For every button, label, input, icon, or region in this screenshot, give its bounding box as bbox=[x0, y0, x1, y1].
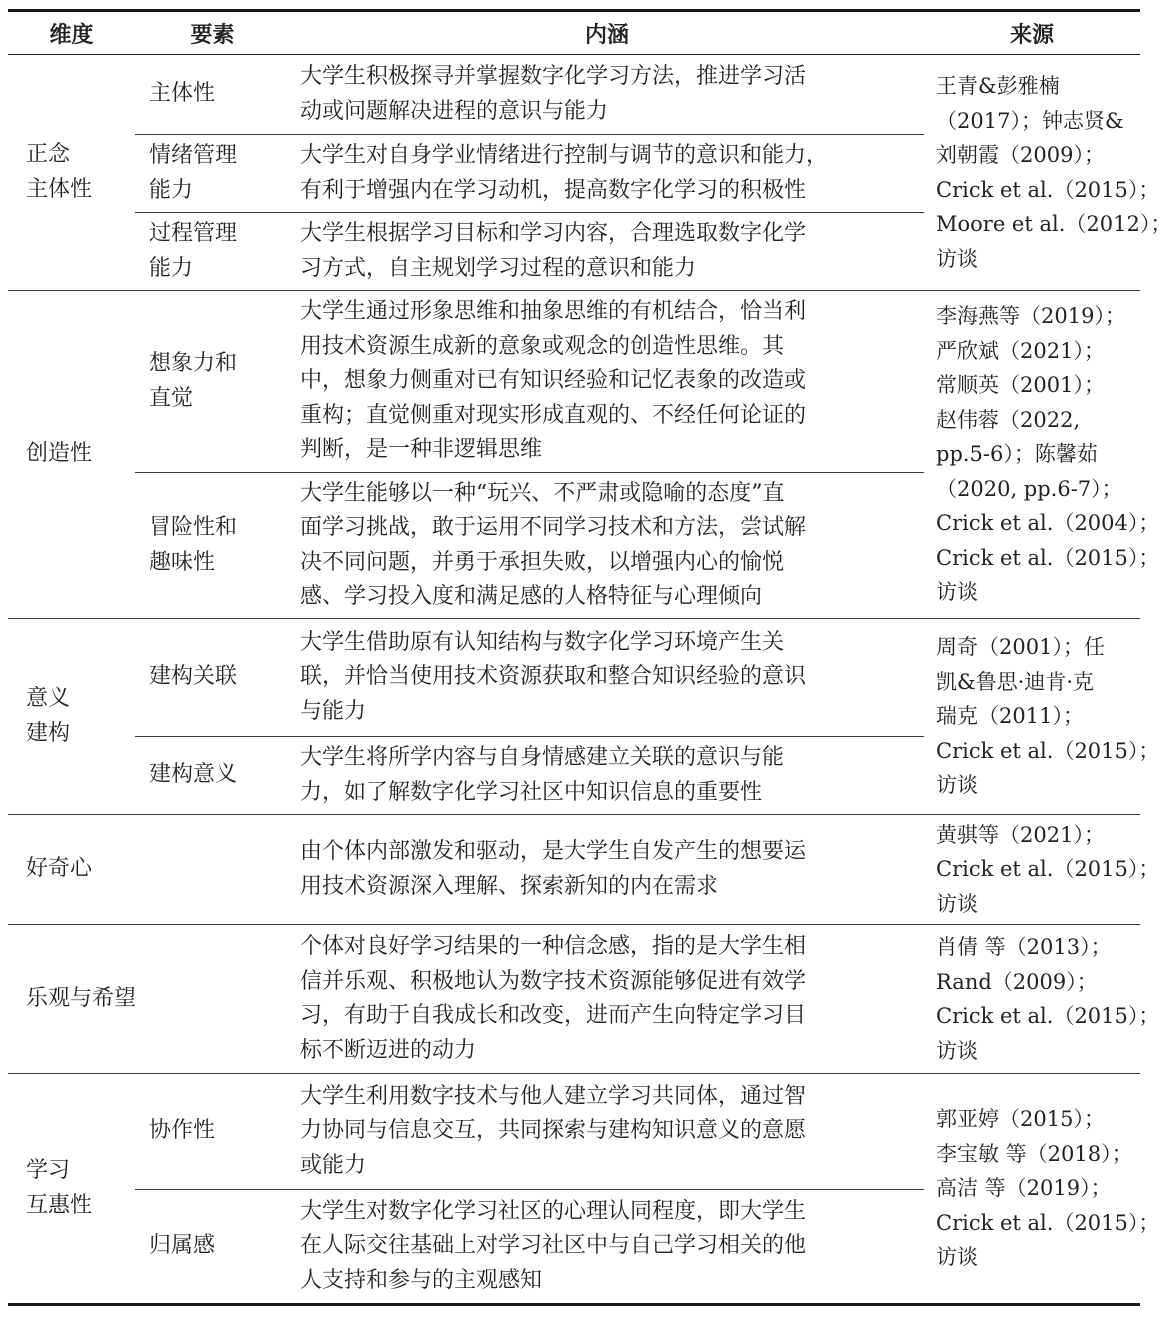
text-line: 直觉 bbox=[149, 385, 194, 411]
text-line: 习，有助于自我成长和改变，进而产生向特定学习目 bbox=[300, 1003, 807, 1028]
connotation-cell bbox=[290, 815, 924, 925]
text-line: Crick et al.（2015）； bbox=[936, 1210, 1160, 1235]
text-line: 情绪管理 bbox=[149, 143, 238, 168]
element-cell bbox=[135, 213, 290, 291]
text-line: Rand（2009）； bbox=[936, 969, 1098, 994]
element-cell bbox=[135, 55, 290, 135]
text-line: 主体性 bbox=[149, 81, 216, 107]
text-line: 信并乐观、积极地认为数字技术资源能够促进有效学 bbox=[300, 968, 807, 994]
text-line: Crick et al.（2015）； bbox=[936, 857, 1160, 882]
header-source: 来源 bbox=[924, 11, 1140, 55]
text-line: 访谈 bbox=[936, 1038, 978, 1063]
text-line: 标不断迈进的动力 bbox=[300, 1037, 477, 1063]
text-line: 力协同与信息交互，共同探索与建构知识意义的意愿 bbox=[300, 1118, 807, 1144]
connotation-cell bbox=[290, 135, 924, 213]
text-line: 习方式，自主规划学习过程的意识和能力 bbox=[300, 255, 697, 281]
text-line: 与能力 bbox=[300, 698, 367, 724]
text-line: 在人际交往基础上对学习社区中与自己学习相关的他 bbox=[300, 1233, 807, 1259]
table-row bbox=[8, 619, 1140, 737]
element-cell bbox=[135, 1074, 290, 1190]
text-line: 好奇心 bbox=[26, 856, 93, 882]
text-line: 乐观与希望 bbox=[26, 985, 137, 1011]
dimension-cell bbox=[8, 55, 135, 291]
text-line: 过程管理 bbox=[149, 221, 238, 246]
header-connotation: 内涵 bbox=[290, 11, 924, 55]
text-line: 赵伟蓉（2022, bbox=[936, 407, 1081, 432]
text-line: 或能力 bbox=[300, 1152, 367, 1178]
text-line: 协作性 bbox=[149, 1118, 216, 1144]
table-row bbox=[8, 925, 1140, 1074]
dimension-cell bbox=[8, 1074, 135, 1305]
text-line: 学习 bbox=[26, 1158, 71, 1183]
framework-table bbox=[8, 9, 1171, 1306]
text-line: 黄骐等（2021）； bbox=[936, 822, 1105, 847]
dimension-cell bbox=[8, 619, 135, 815]
text-line: 面学习挑战，敢于运用不同学习技术和方法，尝试解 bbox=[300, 515, 807, 540]
source-cell bbox=[924, 815, 1160, 925]
text-line: 创造性 bbox=[26, 441, 93, 467]
text-line: 能力 bbox=[149, 255, 194, 281]
source-cell bbox=[924, 55, 1171, 291]
connotation-cell bbox=[290, 925, 924, 1074]
text-line: （2017）；钟志贤& bbox=[936, 108, 1124, 133]
text-line: 建构意义 bbox=[149, 762, 238, 788]
connotation-cell bbox=[290, 291, 924, 473]
header-dimension: 维度 bbox=[8, 11, 135, 55]
text-line: 访谈 bbox=[936, 773, 978, 798]
text-line: 凯&鲁思·迪肯·克 bbox=[936, 669, 1095, 694]
connotation-cell bbox=[290, 55, 924, 135]
text-line: 瑞克（2011）； bbox=[936, 704, 1084, 729]
connotation-cell bbox=[290, 619, 924, 737]
text-line: 李宝敏 等（2018）； bbox=[936, 1141, 1133, 1166]
text-line: 周奇（2001）；任 bbox=[936, 635, 1105, 660]
element-cell bbox=[135, 737, 290, 815]
dimension-cell bbox=[8, 925, 290, 1074]
text-line: 联，并恰当使用技术资源获取和整合知识经验的意识 bbox=[300, 664, 807, 690]
text-line: 大学生借助原有认知结构与数字化学习环境产生关 bbox=[300, 629, 785, 655]
text-line: 正念 bbox=[26, 142, 71, 167]
text-line: 访谈 bbox=[936, 891, 978, 916]
text-line: 趣味性 bbox=[149, 549, 216, 575]
text-line: 大学生对数字化学习社区的心理认同程度，即大学生 bbox=[300, 1198, 807, 1224]
text-line: 李海燕等（2019）； bbox=[936, 304, 1126, 329]
text-line: 互惠性 bbox=[26, 1192, 93, 1218]
text-line: （2020, pp.6-7）； bbox=[936, 476, 1123, 501]
table-row bbox=[8, 291, 1140, 473]
text-line: 大学生能够以一种“玩兴、不严肃或隐喻的态度”直 bbox=[300, 480, 785, 506]
text-line: 访谈 bbox=[936, 246, 978, 271]
text-line: Crick et al.（2015）； bbox=[936, 738, 1160, 763]
text-line: 郭亚婷（2015）； bbox=[936, 1107, 1105, 1132]
text-line: 大学生对自身学业情绪进行控制与调节的意识和能力， bbox=[300, 143, 829, 168]
table-row bbox=[8, 815, 1140, 925]
text-line: 用技术资源深入理解、探索新知的内在需求 bbox=[300, 873, 719, 899]
text-line: 访谈 bbox=[936, 580, 978, 605]
text-line: 归属感 bbox=[149, 1233, 216, 1259]
text-line: 力，如了解数字化学习社区中知识信息的重要性 bbox=[300, 779, 763, 805]
text-line: 大学生积极探寻并掌握数字化学习方法，推进学习活 bbox=[300, 64, 807, 89]
source-cell bbox=[924, 1074, 1160, 1305]
text-line: 人支持和参与的主观感知 bbox=[300, 1267, 543, 1293]
text-line: 大学生根据学习目标和学习内容，合理选取数字化学 bbox=[300, 221, 807, 246]
text-line: 决不同问题，并勇于承担失败，以增强内心的愉悦 bbox=[300, 549, 785, 575]
text-line: 肖倩 等（2013）； bbox=[936, 935, 1112, 959]
text-line: 高洁 等（2019）； bbox=[936, 1176, 1112, 1201]
text-line: 刘朝霞（2009）； bbox=[936, 143, 1105, 167]
source-cell bbox=[924, 925, 1160, 1074]
connotation-cell bbox=[290, 1074, 924, 1190]
text-line: 个体对良好学习结果的一种信念感，指的是大学生相 bbox=[300, 934, 807, 959]
text-line: pp.5-6）；陈馨茹 bbox=[936, 442, 1098, 467]
text-line: 重构；直觉侧重对现实形成直观的、不经任何论证的 bbox=[300, 402, 807, 428]
element-cell bbox=[135, 473, 290, 619]
dimension-cell bbox=[8, 815, 135, 925]
text-line: Crick et al.（2015）； bbox=[936, 545, 1160, 570]
text-line: 有利于增强内在学习动机，提高数字化学习的积极性 bbox=[300, 177, 807, 203]
source-cell bbox=[924, 619, 1160, 815]
text-line: 大学生通过形象思维和抽象思维的有机结合，恰当利 bbox=[300, 299, 807, 325]
element-cell bbox=[135, 291, 290, 473]
text-line: 能力 bbox=[149, 177, 194, 203]
dimension-cell bbox=[8, 291, 135, 619]
connotation-cell bbox=[290, 213, 924, 291]
text-line: 想象力和 bbox=[149, 351, 238, 376]
connotation-cell bbox=[290, 473, 924, 619]
text-line: Moore et al.（2012）； bbox=[936, 212, 1171, 236]
header-element: 要素 bbox=[135, 11, 290, 55]
text-line: 大学生将所学内容与自身情感建立关联的意识与能 bbox=[300, 745, 785, 770]
text-line: 感、学习投入度和满足感的人格特征与心理倾向 bbox=[300, 584, 763, 609]
connotation-cell bbox=[290, 1190, 924, 1305]
text-line: Crick et al.（2015）； bbox=[936, 177, 1160, 202]
text-line: 由个体内部激发和驱动，是大学生自发产生的想要运 bbox=[300, 839, 807, 864]
element-cell bbox=[135, 619, 290, 737]
text-line: Crick et al.（2015）； bbox=[936, 1004, 1160, 1028]
text-line: 建构 bbox=[26, 720, 71, 746]
text-line: 建构关联 bbox=[149, 664, 238, 690]
table-row bbox=[8, 55, 1140, 135]
text-line: 动或问题解决进程的意识与能力 bbox=[300, 98, 609, 124]
connotation-cell bbox=[290, 737, 924, 815]
text-line: 中，想象力侧重对已有知识经验和记忆表象的改造或 bbox=[300, 368, 807, 394]
text-line: 主体性 bbox=[26, 176, 93, 202]
text-line: 意义 bbox=[26, 686, 71, 711]
text-line: 访谈 bbox=[936, 1245, 978, 1270]
text-line: 冒险性和 bbox=[149, 515, 238, 540]
text-line: 大学生利用数字技术与他人建立学习共同体，通过智 bbox=[300, 1083, 807, 1109]
text-line: Crick et al.（2004）； bbox=[936, 511, 1160, 536]
table-row bbox=[8, 1074, 1140, 1190]
source-cell bbox=[924, 291, 1160, 619]
text-line: 王青&彭雅楠 bbox=[936, 74, 1060, 98]
element-cell bbox=[135, 1190, 290, 1305]
text-line: 严欣斌（2021）； bbox=[936, 338, 1105, 363]
text-line: 用技术资源生成新的意象或观念的创造性思维。其 bbox=[300, 333, 785, 359]
element-cell bbox=[135, 135, 290, 213]
header-row bbox=[8, 11, 1140, 55]
text-line: 判断，是一种非逻辑思维 bbox=[300, 437, 543, 463]
text-line: 常顺英（2001）； bbox=[936, 373, 1105, 398]
